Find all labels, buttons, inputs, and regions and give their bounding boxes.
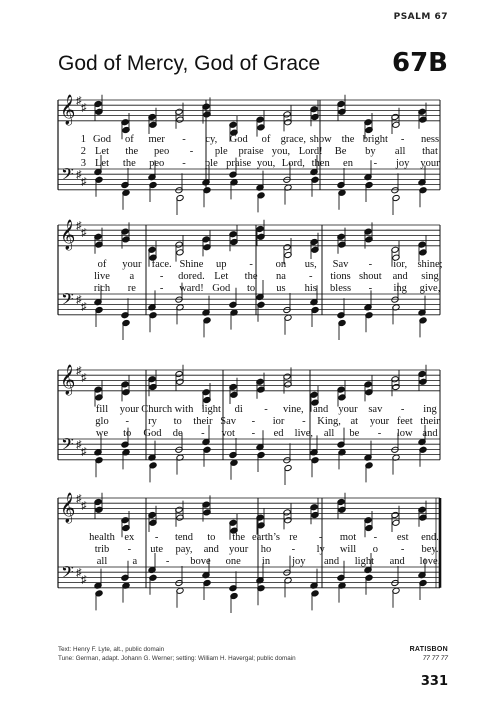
lyric-syllable: health [89,532,115,543]
lyric-syllable: tions [330,271,351,282]
lyric-syllable: all [323,428,335,439]
lyric-hyphen: - [368,259,373,270]
lyric-syllable: joy [395,158,410,169]
lyric-syllable: Let [95,158,109,169]
lyric-hyphen: - [251,416,256,427]
sharp-sign: ♯ [76,220,82,232]
lyric-syllable: ple [204,158,218,169]
lyric-syllable: and [324,556,340,567]
lyric-syllable: you, [256,158,276,169]
lyric-syllable: his [304,283,317,294]
lyric-syllable: King, [317,416,341,427]
lyric-syllable: to [173,416,182,427]
lyric-syllable: ior [272,416,285,427]
lyric-syllable: of [124,134,134,145]
lyric-syllable: peo [154,146,170,157]
lyric-syllable: your [119,404,139,415]
lyric-syllable: be [349,428,360,439]
lyric-syllable: o [372,544,378,555]
lyric-syllable: and [422,428,438,439]
lyric-syllable: Be [334,146,347,157]
text-credit: Text: Henry F. Lyte, alt., public domain [58,646,165,653]
lyric-syllable: of [97,259,107,270]
treble-clef: 𝄞 [60,493,76,522]
sharp-sign: ♯ [81,102,87,114]
lyric-syllable: and [392,271,408,282]
lyric-hyphen: - [373,532,378,543]
sharp-sign: ♯ [81,372,87,384]
lyric-syllable: low [396,428,413,439]
lyric-syllable: bove [190,556,211,567]
verse-number: 2 [80,146,86,157]
meter: 77 77 77 [422,655,448,662]
lyric-syllable: one [225,556,241,567]
treble-clef: 𝄞 [60,95,76,124]
lyric-syllable: the [125,146,139,157]
lyric-syllable: Let [214,271,229,282]
lyric-syllable: we [95,428,109,439]
psalm-reference: PSALM 67 [393,12,448,22]
lyric-hyphen: - [125,416,129,427]
lyric-hyphen: - [318,532,323,543]
lyric-syllable: your [420,158,440,169]
lyric-hyphen: - [291,544,296,555]
lyric-hyphen: - [368,283,373,294]
lyric-syllable: tend [174,532,194,543]
lyric-syllable: Lord, [281,158,305,169]
lyric-syllable: mot [339,532,357,543]
lyric-syllable: a [129,271,135,282]
lyric-syllable: ex [124,532,135,543]
lyric-syllable: to [123,428,132,439]
lyric-syllable: Sav [220,416,237,427]
lyric-syllable: Shine [179,259,204,270]
lyric-syllable: ing [393,283,407,294]
lyric-hyphen: - [165,556,170,567]
lyric-syllable: their [193,416,213,427]
sharp-sign: ♯ [76,95,82,107]
lyric-syllable: light [201,404,221,415]
lyric-hyphen: - [302,416,306,427]
lyric-syllable: give, [419,283,441,294]
lyric-syllable: bey. [421,544,439,555]
hymn-title: God of Mercy, God of Grace [58,52,321,75]
sharp-sign: ♯ [81,301,87,313]
lyric-syllable: praise [238,146,264,157]
score-system [58,492,440,613]
lyric-syllable: God [212,283,231,294]
lyric-syllable: ward! [179,283,204,294]
sharp-sign: ♯ [81,176,87,188]
lyric-syllable: Sav [332,259,349,270]
lyric-syllable: ed [273,428,284,439]
lyric-hyphen: - [201,428,205,439]
lyric-syllable: glo [95,416,109,427]
lyric-hyphen: - [400,404,405,415]
lyric-syllable: all [394,146,406,157]
lyric-syllable: the [232,532,246,543]
bass-clef: 𝄢 [61,564,74,586]
lyric-hyphen: - [189,146,194,157]
sharp-sign: ♯ [81,446,87,458]
bass-clef: 𝄢 [61,166,74,188]
lyric-syllable: re [289,532,298,543]
lyric-hyphen: - [377,428,382,439]
lyric-hyphen: - [159,271,164,282]
lyric-syllable: sav [368,404,383,415]
lyric-syllable: Church [141,404,173,415]
lyric-syllable: live, [294,428,314,439]
treble-clef: 𝄞 [60,220,76,249]
lyric-syllable: shout [358,271,382,282]
lyric-syllable: your [369,416,390,427]
lyric-syllable: then [311,158,330,169]
lyric-syllable: ior, [393,259,408,270]
lyric-syllable: of [261,134,271,145]
score-system [58,364,440,485]
lyric-syllable: to [247,283,256,294]
sharp-sign: ♯ [76,439,82,451]
lyric-syllable: earth’s [252,532,280,543]
lyric-syllable: ple [214,146,228,157]
tune-credit: Tune: German, adapt. Johann G. Werner; setting: William H. Havergal; public domain [58,655,296,662]
lyric-syllable: bright [362,134,388,145]
lyric-syllable: on [275,259,287,270]
lyric-syllable: cy, [205,134,218,145]
lyric-syllable: that [422,146,438,157]
lyric-syllable: vot [221,428,235,439]
lyric-hyphen: - [251,428,256,439]
lyric-hyphen: - [159,283,164,294]
lyric-syllable: dored. [178,271,205,282]
sharp-sign: ♯ [76,294,82,306]
sharp-sign: ♯ [76,365,82,377]
bass-clef: 𝄢 [61,436,74,458]
lyric-syllable: us [276,283,286,294]
lyric-syllable: di [234,404,243,415]
hymn-number: 67B [392,48,448,78]
lyric-syllable: at [350,416,359,427]
lyric-syllable: praise [226,158,252,169]
lyric-syllable: pay, [175,544,193,555]
lyric-syllable: mer [148,134,165,145]
lyric-syllable: will [339,544,357,555]
lyric-hyphen: - [400,134,405,145]
lyric-syllable: vine, [282,404,304,415]
lyric-syllable: to [207,532,216,543]
lyric-syllable: feet [396,416,413,427]
lyric-syllable: God [143,428,162,439]
sharp-sign: ♯ [81,500,87,512]
lyric-hyphen: - [249,259,253,270]
lyric-hyphen: - [308,271,313,282]
lyric-syllable: up [216,259,227,270]
lyric-syllable: all [96,556,108,567]
lyric-hyphen: - [127,544,132,555]
lyric-syllable: ness [420,134,440,145]
sharp-sign: ♯ [81,574,87,586]
sharp-sign: ♯ [76,169,82,181]
lyric-syllable: shine; [417,259,443,270]
lyric-syllable: live [94,271,110,282]
lyric-syllable: the [122,158,136,169]
lyric-hyphen: - [400,544,405,555]
lyric-syllable: the [244,271,258,282]
lyric-syllable: by [365,146,376,157]
lyric-syllable: you, [271,146,291,157]
lyric-syllable: your [338,404,358,415]
sharp-sign: ♯ [81,227,87,239]
lyric-syllable: their [420,416,440,427]
lyric-hyphen: - [182,134,186,145]
lyric-syllable: and [389,556,405,567]
lyric-syllable: your [122,259,142,270]
lyric-syllable: a [132,556,138,567]
lyric-syllable: us, [304,259,317,270]
verse-number: 3 [80,158,86,169]
lyric-syllable: rich [93,283,111,294]
lyric-syllable: end. [421,532,439,543]
treble-clef: 𝄞 [60,365,76,394]
bass-clef: 𝄢 [61,291,74,313]
lyric-syllable: ly [316,544,325,555]
lyric-syllable: God [229,134,248,145]
lyric-syllable: ho [260,544,272,555]
lyric-syllable: love. [419,556,441,567]
lyric-syllable: light [354,556,375,567]
page-number: 331 [420,674,448,689]
verse-number: 1 [80,134,86,145]
score-system [58,94,440,215]
lyric-syllable: bless [330,283,352,294]
lyric-syllable: the [341,134,355,145]
lyric-hyphen: - [154,532,159,543]
lyric-syllable: Lord! [298,146,323,157]
lyric-syllable: grace, [280,134,307,145]
lyric-syllable: God [92,134,112,145]
score-system [58,219,443,340]
lyric-syllable: joy [292,556,306,567]
lyric-syllable: de [172,428,183,439]
lyric-hyphen: - [182,158,186,169]
lyric-syllable: en [343,158,353,169]
lyric-syllable: and [203,544,219,555]
lyric-hyphen: - [264,404,268,415]
lyric-syllable: in [261,556,271,567]
lyric-syllable: and [313,404,329,415]
lyric-syllable: sing [421,271,439,282]
lyric-syllable: face. [151,259,172,270]
lyric-syllable: fill [95,404,109,415]
lyric-syllable: Let [95,146,109,157]
lyric-syllable: ute [150,544,164,555]
sharp-sign: ♯ [76,493,82,505]
lyric-syllable: trib [94,544,110,555]
tune-name: RATISBON [409,646,448,653]
lyric-syllable: show [309,134,332,145]
sharp-sign: ♯ [76,567,82,579]
lyric-syllable: est [396,532,409,543]
lyric-syllable: with [174,404,194,415]
lyric-syllable: peo [149,158,165,169]
lyric-syllable: na [275,271,286,282]
lyric-syllable: re [127,283,136,294]
lyric-syllable: ry [148,416,157,427]
lyric-hyphen: - [373,158,378,169]
lyric-syllable: ing [423,404,437,415]
lyric-syllable: your [229,544,249,555]
